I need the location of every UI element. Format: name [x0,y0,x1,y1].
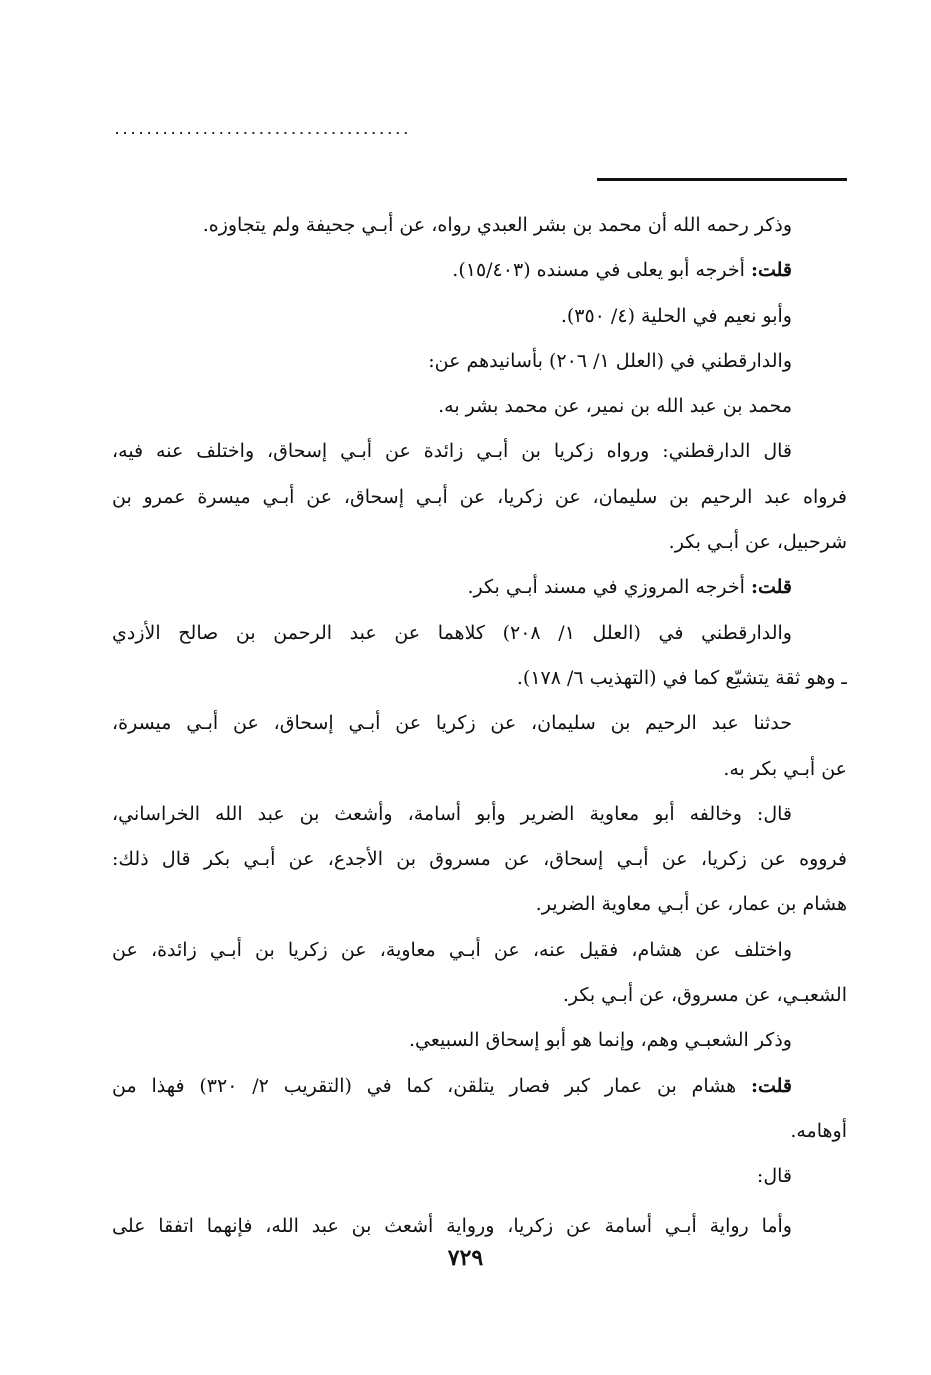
text-line: قلت: هشام بن عمار كبر فصار يتلقن، كما في (التقريب ٢/ ٣٢٠) فهذا من [112,1074,792,1097]
text-line: حدثنا عبد الرحيم بن سليمان، عن زكريا عن أبـي إسحاق، عن أبـي ميسرة، [112,712,792,735]
footnote-rule [597,178,847,181]
dotted-separator: ․․․․․․․․․․․․․․․․․․․․․․․․․․․․․․․․․․․․․ [114,118,411,138]
text-line: والدارقطني في (العلل ١/ ٢٠٨) كلاهما عن عبد الرحمن بن صالح الأزدي [112,621,792,644]
text-line: فرووه عن زكريا، عن أبـي إسحاق، عن مسروق بن الأجدع، عن أبـي بكر قال ذلك: [112,848,847,871]
text-line: ـ وهو ثقة يتشيّع كما في (التهذيب ٦/ ١٧٨). [516,666,847,689]
text-line: فرواه عبد الرحيم بن سليمان، عن زكريا، عن أبـي إسحاق، عن أبـي ميسرة عمرو بن [112,485,847,508]
body-text [112,203,847,1249]
text-line: محمد بن عبد الله بن نمير، عن محمد بشر به. [438,395,792,418]
lead-word: قلت: [750,1074,792,1097]
text-line: وأبو نعيم في الحلية (٤/ ٣٥٠). [560,304,792,327]
text-line: وأما رواية أبـي أسامة عن زكريا، ورواية أشعث بن عبد الله، فإنهما اتفقا على [112,1214,792,1237]
text-line: شرحبيل، عن أبـي بكر. [668,531,847,554]
text-line: عن أبـي بكر به. [723,757,847,780]
lead-word: قلت: [750,576,792,599]
text-line: قلت: أخرجه أبو يعلى في مسنده (١٥/٤٠٣). [452,259,792,282]
text-line: الشعبـي، عن مسروق، عن أبـي بكر. [562,984,847,1007]
text-line: قال: [756,1165,792,1188]
page-number: ٧٢٩ [447,1245,484,1271]
text-line: والدارقطني في (العلل ١/ ٢٠٦) بأسانيدهم عن: [428,349,792,372]
lead-word: قلت: [750,259,792,282]
text-line: قال: وخالفه أبو معاوية الضرير وأبو أسامة، وأشعث بن عبد الله الخراساني، [112,802,792,825]
text-line: واختلف عن هشام، فقيل عنه، عن أبـي معاوية، عن زكريا بن أبـي زائدة، عن [112,938,792,961]
text-line: هشام بن عمار، عن أبـي معاوية الضرير. [535,893,847,916]
text-line: أوهامه. [790,1119,847,1142]
text-line: قال الدارقطني: ورواه زكريا بن أبـي زائدة عن أبـي إسحاق، واختلف عنه فيه، [112,440,792,463]
text-line: قلت: أخرجه المروزي في مسند أبـي بكر. [467,576,792,599]
text-line: وذكر الشعبـي وهم، وإنما هو أبو إسحاق السبيعي. [409,1029,792,1052]
text-line: وذكر رحمه الله أن محمد بن بشر العبدي رواه، عن أبـي جحيفة ولم يتجاوزه. [202,214,792,236]
